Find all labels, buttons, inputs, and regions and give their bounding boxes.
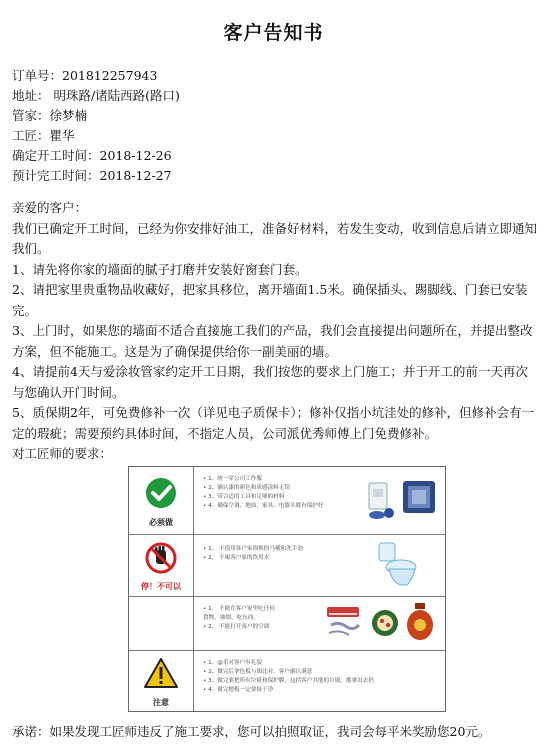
rule-text: • 1、统一穿公司工作服 <box>203 476 262 482</box>
stop-cell <box>129 535 193 596</box>
rule-text: • 4、确保空调、地面、家具、电器头都有保护好 <box>203 503 324 509</box>
rule-text: 食物、抽烟、吃东西。 <box>203 615 259 621</box>
food-icon <box>369 605 401 641</box>
rule-text: • 1、 不能在客户家里吃任何 <box>203 606 275 612</box>
stop-hand-icon <box>129 535 193 579</box>
must-do-cell <box>129 467 193 534</box>
check-icon <box>129 467 193 517</box>
rule-text: • 4、做完地板一定要抹干净 <box>203 687 274 693</box>
notice-item-3: 3、上门时，如果您的墙面不适合直接施工我们的产品，我们会直接提出问题所在，并提出整改方案，但不能施工。这是为了确保提供给你一副美丽的墙。 <box>12 323 533 359</box>
toilet-icon <box>375 541 419 591</box>
page-title: 客户告知书 <box>223 22 324 44</box>
greeting: 亲爱的客户： <box>12 200 88 215</box>
notice-item-1: 1、请先将你家的墙面的腻子打磨并安装好窗套门套。 <box>12 261 308 277</box>
notice-item-2: 2、请把家里贵重物品收藏好，把家具移位，离开墙面1.5米。确保插头、踢脚线、门套已安装完。 <box>12 282 528 318</box>
air-conditioner-icon <box>325 601 365 641</box>
attention-label: 注意 <box>153 698 169 707</box>
prohibited-rules <box>203 605 275 632</box>
craftsman: 工匠：瞿华 <box>12 128 75 143</box>
finish-date: 预计完工时间：2018-12-27 <box>12 168 172 183</box>
stop-label: 停！不可以 <box>141 582 181 591</box>
must-do-label: 必须做 <box>149 518 173 527</box>
rule-text: • 3、带合适的工具和足够的材料 <box>203 494 285 500</box>
table-row-must-do <box>129 467 445 535</box>
requirements-heading: 对工匠师的要求： <box>12 446 113 461</box>
rule-text: • 2、做完后拿色板与墙比对，客户确认满意 <box>203 669 313 675</box>
rule-text: • 3、做完要把所有垃圾和保护膜，包括客户其他的垃圾，都拿出去扔 <box>203 678 374 684</box>
start-date: 确定开工时间：2018-12-26 <box>12 148 172 163</box>
must-do-rules <box>203 475 324 511</box>
promise-statement: 承诺：如果发现工匠师违反了施工要求，您可以拍照取证，我司会每平米奖励您20元。 <box>12 724 491 739</box>
notice-item-5: 5、质保期2年，可免费修补一次（详见电子质保卡）；修补仅指小坑洼处的修补，但修补会有一定的瑕疵；需要预约具体时间，不指定人员，公司派优秀师傅上门免费修补。 <box>12 405 535 441</box>
protective-cover-icon <box>401 479 437 515</box>
address: 地址： 明珠路/诸陆西路(路口) <box>12 88 180 103</box>
rule-text: • 1、@采对客户有礼貌 <box>203 660 262 666</box>
rule-text: • 2、确认漆的颜色和质感涂料无误 <box>203 485 290 491</box>
intro-paragraph: 我们已确定开工时间，已经为你安排好油工，准备好材料，若发生变动，收到信息后请立即通知我们。 <box>12 220 538 256</box>
attention-cell <box>129 651 193 711</box>
order-number: 订单号：201812257943 <box>12 68 158 83</box>
table-row-attention <box>129 651 445 711</box>
steward: 管家：徐梦楠 <box>12 108 88 123</box>
notice-body <box>12 198 537 465</box>
rule-text: • 1、 不使用客户家损换的马桶和洗手池 <box>203 546 303 552</box>
liquor-jar-icon <box>405 601 435 643</box>
warning-icon <box>129 651 193 695</box>
table-row-stop <box>129 535 445 597</box>
order-info <box>12 66 180 186</box>
roller-tools-icon <box>365 479 397 521</box>
requirements-table <box>128 466 446 712</box>
rule-text: • 2、 不能打开客户的空调 <box>203 624 270 630</box>
notice-item-4: 4、请提前4天与爱涂妆管家约定开工日期，我们按您的要求上门施工；并于开工的前一天再次与您确认开门时间。 <box>12 364 528 400</box>
rule-text: • 2、 不喝客户家的饮用水 <box>203 555 270 561</box>
stop-rules <box>203 545 303 563</box>
attention-rules <box>203 659 374 695</box>
table-row-prohibited <box>129 597 445 651</box>
